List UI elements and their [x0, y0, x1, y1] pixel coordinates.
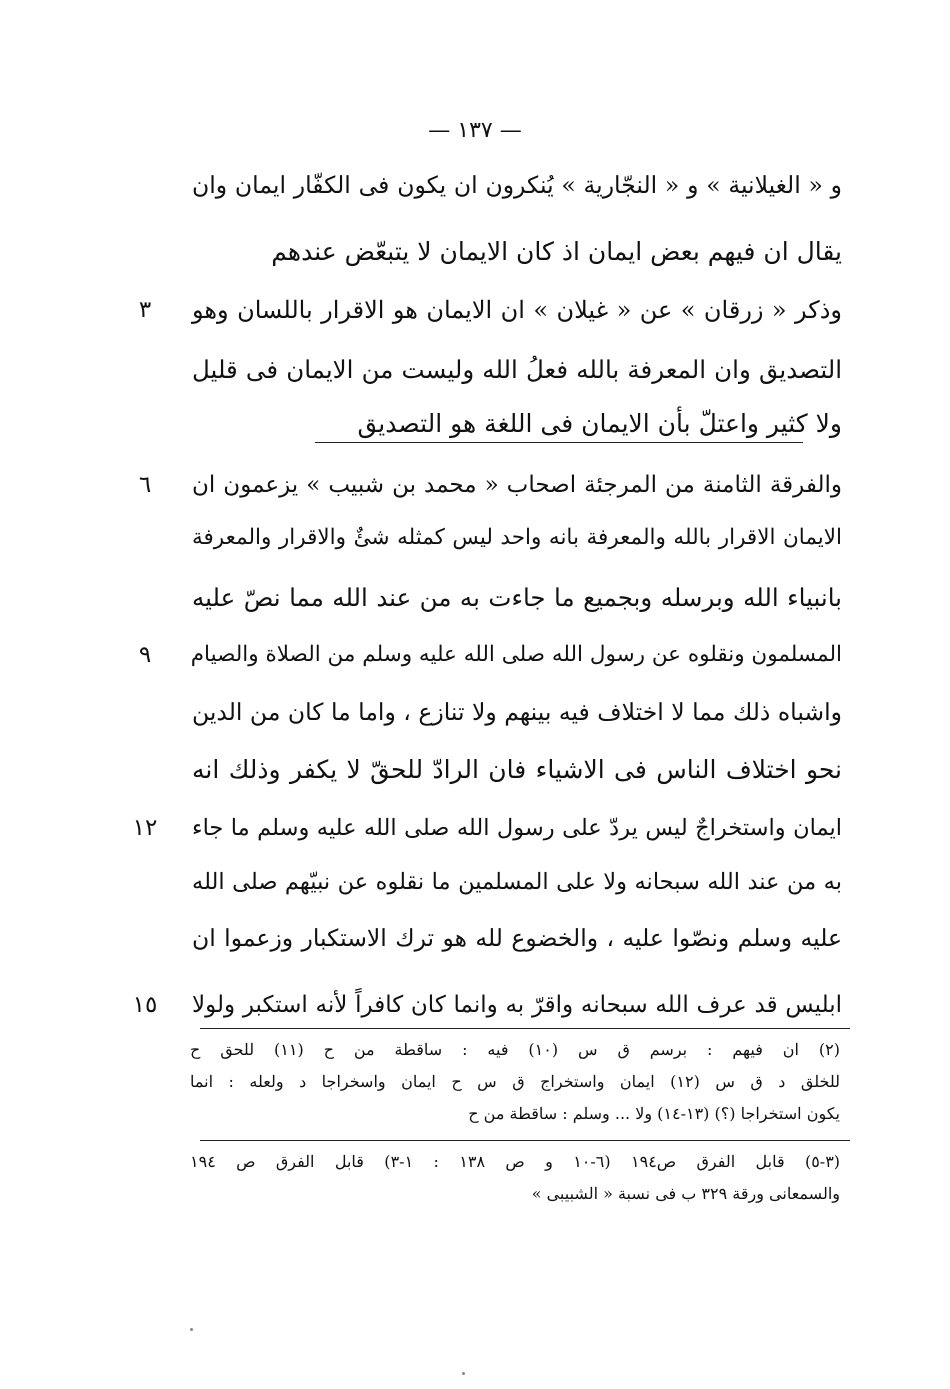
text-line-9: المسلمون ونقلوه عن رسول الله صلى الله عليه وسلم من الصلاة والصيام — [190, 642, 842, 667]
scan-speck — [190, 1328, 193, 1331]
line-number-15: ١٥ — [132, 992, 158, 1018]
reference-line-2: والسمعانى ورقة ٣٢٩ ب فى نسبة « الشبيبى » — [531, 1184, 840, 1203]
text-line-4: التصديق وان المعرفة بالله فعلُ الله وليست من الايمان فى قليل — [192, 355, 842, 384]
text-line-1: و « الغيلانية » و « النجّارية » يُنكرون ان يكون فى الكفّار ايمان وان — [192, 171, 842, 199]
section-divider — [315, 442, 803, 443]
text-line-12: ايمان واستخراجٌ ليس يردّ على رسول الله صلى الله عليه وسلم ما جاء — [192, 815, 842, 841]
footnote-line-2: للخلق د ق س (١٢) ايمان واستخراج ق س ح ايمان واسخراجا د ولعله : انما — [190, 1072, 841, 1091]
line-number-3: ٣ — [138, 297, 152, 323]
text-line-3: وذكر « زرقان » عن « غيلان » ان الايمان هو الاقرار باللسان وهو — [192, 296, 842, 324]
line-number-6: ٦ — [138, 472, 152, 498]
footnote-line-1: (٢) ان فيهم : برسم ق س (١٠) فيه : ساقطة من ح (١١) للحق ح — [190, 1040, 840, 1059]
text-line-13: به من عند الله سبحانه ولا على المسلمين ما نقلوه عن نبيّهم صلى الله — [192, 869, 842, 895]
line-number-12: ١٢ — [132, 815, 158, 841]
text-line-6: والفرقة الثامنة من المرجئة اصحاب « محمد بن شبيب » يزعمون ان — [192, 472, 842, 498]
scan-speck — [462, 1372, 465, 1375]
text-line-15: ابليس قد عرف الله سبحانه واقرّ به وانما كان كافراً لأنه استكبر ولولا — [192, 992, 842, 1018]
text-line-7: الايمان الاقرار بالله والمعرفة بانه واحد ليس كمثله شئٌ والاقرار والمعرفة — [192, 525, 842, 550]
text-line-14: عليه وسلم ونصّوا عليه ، والخضوع لله هو ترك الاستكبار وزعموا ان — [192, 924, 842, 952]
footnote-divider — [200, 1028, 850, 1029]
text-line-11: نحو اختلاف الناس فى الاشياء فان الرادّ للحقّ لا يكفر وذلك انه — [192, 755, 842, 784]
text-line-5: ولا كثير واعتلّ بأن الايمان فى اللغة هو التصديق — [357, 409, 842, 438]
line-number-9: ٩ — [138, 642, 152, 668]
references-divider — [200, 1140, 850, 1141]
text-line-2: يقال ان فيهم بعض ايمان اذ كان الايمان لا يتبعّض عندهم — [271, 237, 842, 266]
page-number: — ١٣٧ — — [428, 118, 522, 143]
reference-line-1: (٣-٥) قابل الفرق ص١٩٤ (٦-١٠ و ص ١٣٨ : ١-٣) قابل الفرق ص ١٩٤ — [190, 1152, 841, 1171]
text-line-10: واشباه ذلك مما لا اختلاف فيه بينهم ولا تنازع ، واما ما كان من الدين — [192, 698, 842, 726]
footnote-line-3: يكون استخراجا (؟) (١٣-١٤) ولا ... وسلم : ساقطة من ح — [468, 1104, 840, 1123]
text-line-8: بانبياء الله وبرسله وبجميع ما جاءت به من عند الله مما نصّ عليه — [192, 583, 842, 612]
